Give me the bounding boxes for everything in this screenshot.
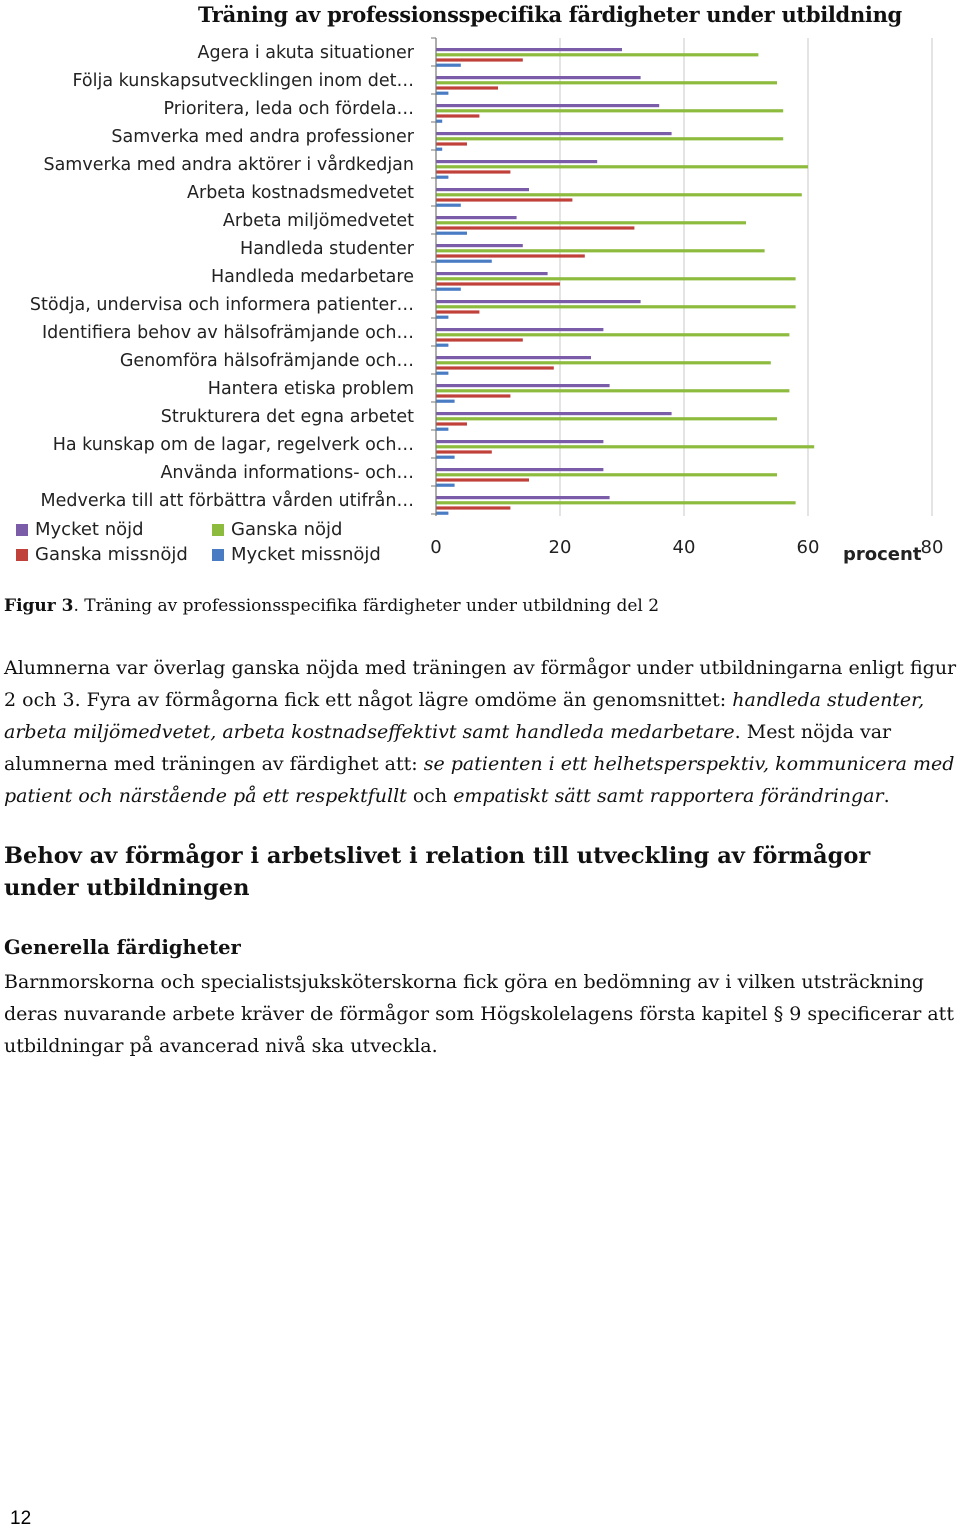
- legend-swatch: [16, 549, 28, 561]
- legend-swatch: [212, 549, 224, 561]
- bar-ganska-missnojd-3: [436, 142, 467, 145]
- bar-ganska-missnojd-1: [436, 86, 498, 89]
- bar-ganska-nojd-7: [436, 249, 765, 252]
- bar-mycket-missnojd-11: [436, 372, 448, 375]
- bar-mycket-nojd-11: [436, 356, 591, 359]
- bar-mycket-nojd-15: [436, 468, 603, 471]
- bar-mycket-missnojd-5: [436, 204, 461, 207]
- body-paragraph-2: Barnmorskorna och specialistsjuksköterskorna fick göra en bedömning av i vilken utsträckning deras nuvarande arbete kräver de förmågor som Högskolelagens första kapitel § 9 specificerar att utbildningar på avancerad nivå ska utveckla.: [4, 971, 954, 1057]
- bar-mycket-nojd-12: [436, 384, 610, 387]
- bar-ganska-nojd-4: [436, 165, 808, 168]
- bar-ganska-nojd-0: [436, 53, 758, 56]
- bar-mycket-missnojd-3: [436, 148, 442, 151]
- chart-axis: [431, 38, 436, 516]
- x-axis-label: procent: [843, 544, 922, 565]
- x-tick-label: 0: [430, 537, 442, 558]
- legend-swatch: [16, 524, 28, 536]
- bar-ganska-nojd-5: [436, 193, 802, 196]
- category-label: Samverka med andra aktörer i vårdkedjan: [43, 155, 414, 175]
- bar-ganska-nojd-1: [436, 81, 777, 84]
- bar-mycket-missnojd-7: [436, 260, 492, 263]
- chart-legend: [16, 519, 381, 565]
- x-tick-label: 20: [548, 537, 572, 558]
- bar-mycket-missnojd-0: [436, 64, 461, 67]
- bar-mycket-nojd-10: [436, 328, 603, 331]
- bar-mycket-missnojd-12: [436, 400, 455, 403]
- bar-ganska-missnojd-14: [436, 450, 492, 453]
- subsection-heading: Generella färdigheter: [4, 936, 241, 959]
- bar-mycket-missnojd-9: [436, 316, 448, 319]
- bar-mycket-nojd-2: [436, 104, 659, 107]
- bar-ganska-nojd-16: [436, 501, 796, 504]
- bar-ganska-nojd-10: [436, 333, 789, 336]
- bar-ganska-missnojd-6: [436, 226, 634, 229]
- bar-ganska-nojd-9: [436, 305, 796, 308]
- bar-ganska-nojd-2: [436, 109, 783, 112]
- bar-mycket-nojd-8: [436, 272, 548, 275]
- bar-mycket-nojd-9: [436, 300, 641, 303]
- category-label: Använda informations- och…: [160, 463, 414, 483]
- bar-mycket-nojd-13: [436, 412, 672, 415]
- bar-ganska-missnojd-15: [436, 478, 529, 481]
- bar-ganska-nojd-15: [436, 473, 777, 476]
- para1-text-1: Alumnerna var överlag ganska nöjda med träningen av förmågor under utbildningarna enligt figur 2 och 3. Fyra av förmågorna fick ett något lägre omdöme än genomsnittet:: [4, 657, 957, 711]
- bar-mycket-nojd-16: [436, 496, 610, 499]
- bar-ganska-missnojd-16: [436, 506, 510, 509]
- bar-mycket-nojd-14: [436, 440, 603, 443]
- bar-ganska-missnojd-10: [436, 338, 523, 341]
- bar-mycket-nojd-1: [436, 76, 641, 79]
- category-label: Arbeta miljömedvetet: [222, 211, 414, 231]
- para1-italic-1: handleda studenter, arbeta miljömedvetet, arbeta kostnadseffektivt samt handleda medarbetare: [4, 689, 925, 743]
- para1-text-4: .: [883, 785, 890, 807]
- bar-mycket-missnojd-4: [436, 176, 448, 179]
- page-number: 12: [10, 1508, 32, 1529]
- chart-bars: [436, 48, 814, 515]
- caption-text: . Träning av professionsspecifika färdigheter under utbildning del 2: [73, 596, 660, 616]
- bar-mycket-nojd-3: [436, 132, 672, 135]
- bar-ganska-missnojd-0: [436, 58, 523, 61]
- bar-ganska-nojd-12: [436, 389, 789, 392]
- category-label: Identifiera behov av hälsofrämjande och…: [41, 323, 414, 343]
- category-label: Medverka till att förbättra vården utifrån…: [40, 491, 414, 511]
- chart-category-labels: [30, 43, 415, 511]
- chart-title: Träning av professionsspecifika färdigheter under utbildning: [198, 2, 902, 27]
- bar-mycket-missnojd-16: [436, 512, 448, 515]
- category-label: Följa kunskapsutvecklingen inom det…: [72, 71, 414, 91]
- bar-ganska-nojd-11: [436, 361, 771, 364]
- legend-label: Mycket nöjd: [35, 519, 144, 540]
- category-label: Stödja, undervisa och informera patienter…: [29, 295, 414, 315]
- bar-mycket-nojd-0: [436, 48, 622, 51]
- category-label: Prioritera, leda och fördela…: [163, 99, 414, 119]
- bar-mycket-nojd-7: [436, 244, 523, 247]
- category-label: Agera i akuta situationer: [197, 43, 414, 63]
- bar-ganska-nojd-8: [436, 277, 796, 280]
- bar-chart: [0, 0, 960, 590]
- bar-ganska-missnojd-5: [436, 198, 572, 201]
- bar-ganska-nojd-13: [436, 417, 777, 420]
- category-label: Samverka med andra professioner: [111, 127, 414, 147]
- para1-text-2: . Mest nöjda var alumnerna med träningen av färdighet att:: [4, 721, 892, 775]
- legend-swatch: [212, 524, 224, 536]
- bar-ganska-missnojd-7: [436, 254, 585, 257]
- bar-mycket-missnojd-13: [436, 428, 448, 431]
- bar-mycket-nojd-5: [436, 188, 529, 191]
- bar-ganska-missnojd-4: [436, 170, 510, 173]
- bar-mycket-missnojd-6: [436, 232, 467, 235]
- bar-ganska-missnojd-2: [436, 114, 479, 117]
- legend-label: Ganska nöjd: [231, 519, 343, 540]
- section-heading: Behov av förmågor i arbetslivet i relation till utveckling av förmågor under utbildningen: [4, 843, 871, 901]
- category-label: Genomföra hälsofrämjande och…: [119, 351, 414, 371]
- bar-mycket-missnojd-10: [436, 344, 448, 347]
- bar-ganska-missnojd-13: [436, 422, 467, 425]
- bar-ganska-missnojd-11: [436, 366, 554, 369]
- bar-mycket-missnojd-2: [436, 120, 442, 123]
- bar-ganska-nojd-3: [436, 137, 783, 140]
- legend-label: Ganska missnöjd: [35, 544, 188, 565]
- legend-label: Mycket missnöjd: [231, 544, 381, 565]
- bar-mycket-nojd-4: [436, 160, 597, 163]
- category-label: Handleda studenter: [240, 239, 414, 259]
- category-label: Strukturera det egna arbetet: [160, 407, 414, 427]
- para1-italic-2: se patienten i ett helhetsperspektiv, kommunicera med patient och närstående på ett respektfullt: [4, 753, 955, 807]
- bar-mycket-nojd-6: [436, 216, 517, 219]
- category-label: Handleda medarbetare: [211, 267, 414, 287]
- body-paragraph-1: [4, 652, 959, 812]
- bar-mycket-missnojd-1: [436, 92, 448, 95]
- x-tick-label: 40: [672, 537, 696, 558]
- bar-mycket-missnojd-8: [436, 288, 461, 291]
- bar-mycket-missnojd-15: [436, 484, 455, 487]
- bar-ganska-nojd-6: [436, 221, 746, 224]
- category-label: Arbeta kostnadsmedvetet: [187, 183, 414, 203]
- category-label: Hantera etiska problem: [207, 379, 414, 399]
- bar-ganska-missnojd-12: [436, 394, 510, 397]
- para1-text-3: och: [406, 785, 454, 807]
- bar-ganska-missnojd-9: [436, 310, 479, 313]
- x-tick-label: 80: [920, 537, 944, 558]
- x-tick-label: 60: [796, 537, 820, 558]
- bar-ganska-missnojd-8: [436, 282, 560, 285]
- category-label: Ha kunskap om de lagar, regelverk och…: [52, 435, 414, 455]
- caption-label: Figur 3: [4, 596, 74, 616]
- figure-caption: [4, 596, 659, 616]
- para1-italic-3: empatiskt sätt samt rapportera förändringar: [453, 785, 884, 807]
- bar-ganska-nojd-14: [436, 445, 814, 448]
- bar-mycket-missnojd-14: [436, 456, 455, 459]
